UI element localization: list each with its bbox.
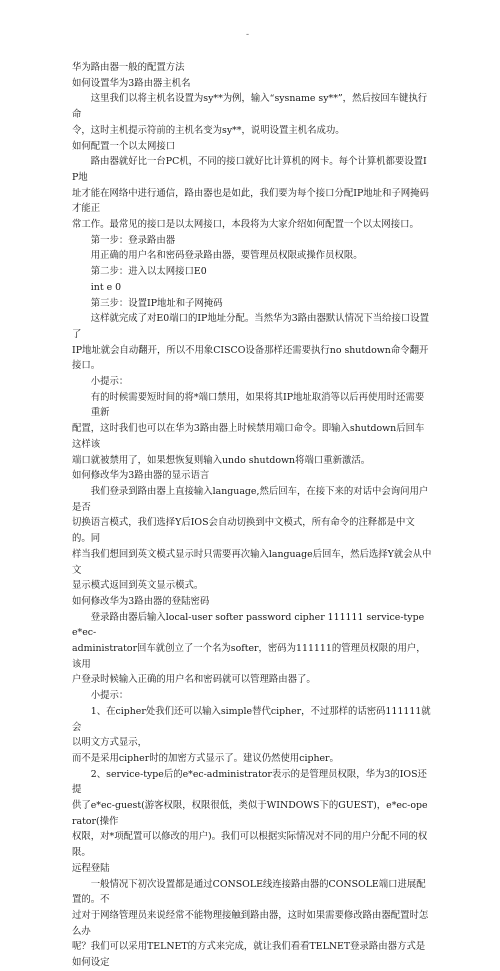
- text-line: 户登录时候输入正确的用户名和密码就可以管理路由器了。: [72, 674, 316, 686]
- text-line: administrator回车就创立了一个名为softer，密码为111111的管理员权限的用户，该用: [72, 643, 426, 670]
- text-line: 如何修改华为3路由器的登陆密码: [72, 595, 210, 607]
- text-line: 小提示：: [90, 376, 129, 388]
- text-line: 第一步：登录路由器: [90, 234, 176, 246]
- text-line: 如何配置一个以太网接口: [72, 140, 176, 152]
- text-line: 有的时候需要短时间的将*端口禁用，如果将其IP地址取消等以后再使用时还需要重新: [90, 391, 425, 419]
- text-line: 过对于网络管理员来说经常不能物理接触到路由器，这时如果需要修改路由器配置时怎么办: [72, 909, 429, 937]
- text-line: 一般情况下初次设置都是通过CONSOLE线连接路由器的CONSOLE端口进展配置的。不: [72, 878, 426, 906]
- text-line: 我们登录到路由器上直接输入language,然后回车，在接下来的对话中会询问用户是否: [72, 485, 429, 513]
- text-line: 远程登陆: [72, 862, 110, 874]
- text-line: IP地址就会自动翻开，所以不用象CISCO设备那样还需要执行no shutdown命令翻开接口。: [72, 344, 429, 372]
- text-line: 第二步：进入以太网接口E0: [90, 266, 207, 278]
- text-line: 如何修改华为3路由器的显示语言: [72, 470, 210, 482]
- text-line: 这样就完成了对E0端口的IP地址分配。当然华为3路由器默认情况下当给接口设置了: [72, 313, 429, 340]
- text-line: 这里我们以将主机名设置为sy**为例，输入“sysname sy**”，然后按回车键执行命: [72, 93, 428, 121]
- text-line: 第三步：设置IP地址和子网掩码: [90, 297, 223, 309]
- text-line: 路由器就好比一台PC机，不同的接口就好比计算机的网卡。每个计算机都要设置IP地: [72, 156, 427, 183]
- text-line: 华为路由器一般的配置方法: [72, 62, 185, 73]
- text-line: 而不是采用cipher时的加密方式显示了。建议仍然使用cipher。: [72, 752, 339, 764]
- text-line: 登录路由器后输入local-user softer password cipher 111111 service-type e*ec-: [72, 611, 425, 639]
- page-marker: -: [246, 30, 250, 40]
- text-line: 1、在cipher处我们还可以输入simple替代cipher，不过那样的话密码111111就会: [72, 705, 431, 733]
- text-line: 常工作。最常见的接口是以太网接口，本段将为大家介绍如何配置一个以太网接口。: [72, 219, 419, 231]
- text-line: 切换语言模式，我们选择Y后IOS会自动切换到中文模式，所有命令的注释都是中文的。同: [72, 517, 415, 545]
- text-line: 权限，对*项配置可以修改的用户)。我们可以根据实际情况对不同的用户分配不同的权限。: [72, 831, 428, 859]
- text-line: 如何设置华为3路由器主机名: [72, 77, 191, 89]
- text-line: 样当我们想回到英文模式显示时只需要再次输入language后回车，然后选择Y就会从中文: [72, 548, 432, 576]
- text-line: 显示模式返回到英文显示模式。: [72, 580, 204, 592]
- text-line: int e 0: [90, 281, 122, 293]
- text-line: 供了e*ec-guest(游客权限，权限很低，类似于WINDOWS下的GUEST)，e*ec-operator(操作: [72, 800, 428, 827]
- text-line: 呢？我们可以采用TELNET的方式来完成，就让我们看看TELNET登录路由器方式是如何设定: [72, 941, 426, 969]
- text-line: 用正确的用户名和密码登录路由器，要管理员权限或操作员权限。: [90, 250, 363, 262]
- text-line: 令，这时主机提示符前的主机名变为sy**，说明设置主机名成功。: [72, 124, 345, 136]
- text-line: 端口就被禁用了，如果想恢复则输入undo shutdown将端口重新激活。: [72, 454, 371, 466]
- text-line: 址才能在网络中进行通信，路由器也是如此，我们要为每个接口分配IP地址和子网掩码才能正: [72, 187, 429, 215]
- text-line: 小提示：: [90, 690, 129, 702]
- text-line: 以明文方式显示，: [72, 737, 148, 749]
- text-line: 2、service-type后的e*ec-administrator表示的是管理员权限，华为3的IOS还提: [72, 768, 427, 796]
- document-body: [72, 60, 432, 971]
- text-line: 配置，这时我们也可以在华为3路由器上时候禁用端口命令。即输入shutdown后回车这样该: [72, 423, 425, 450]
